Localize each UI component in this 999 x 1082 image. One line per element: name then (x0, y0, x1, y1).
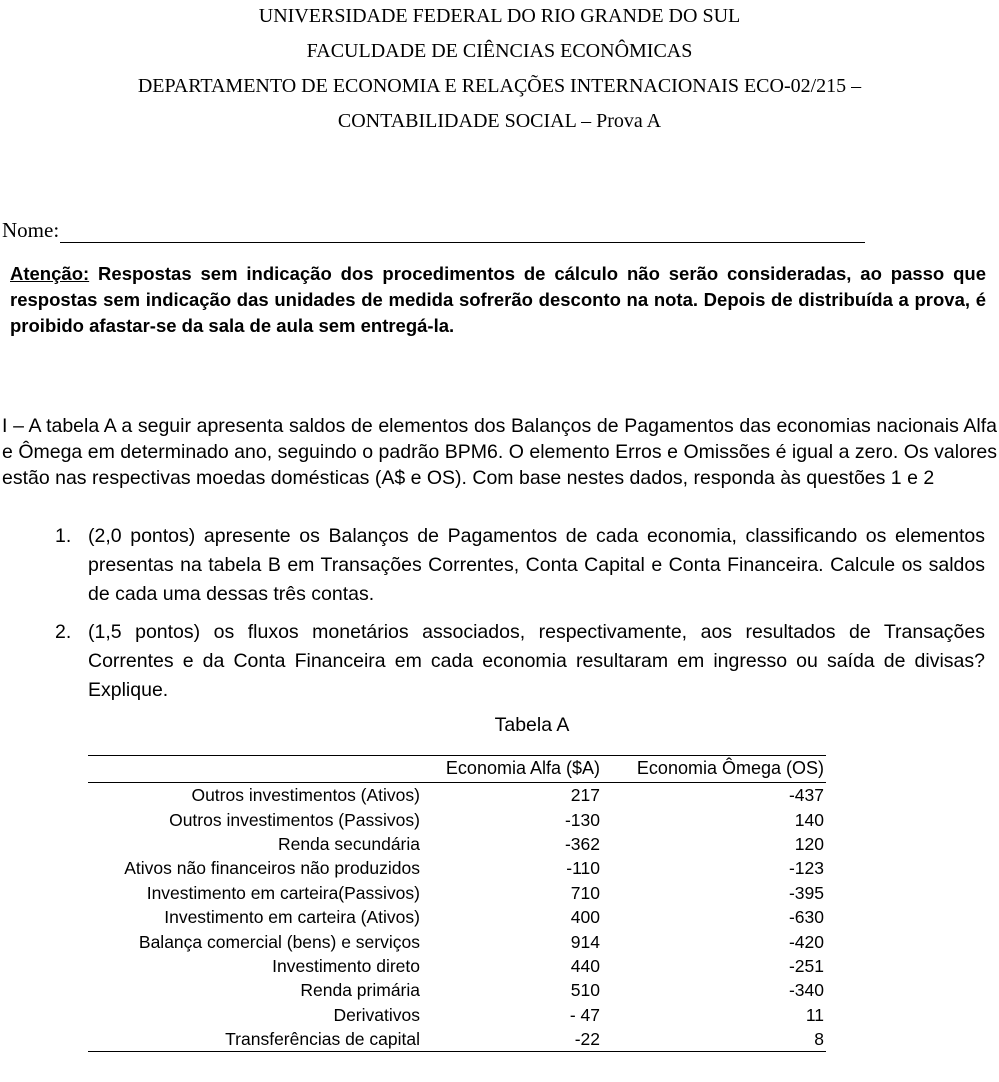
section-i-paragraph: I – A tabela A a seguir apresenta saldos de elementos dos Balanços de Pagamentos das economias nacionais Alfa e Ômega em determinado ano, seguindo o padrão BPM6. O elemento Erros e Omissões é igual a zero. Os valores estão nas respectivas moedas domésticas (A$ e OS). Com base nestes dados, responda às questões 1 e 2 (2, 415, 997, 489)
attention-paragraph (10, 261, 986, 339)
value-alfa: 217 (570, 785, 600, 806)
value-alfa: -22 (574, 1029, 600, 1050)
value-alfa: -362 (564, 833, 600, 854)
table-row (88, 783, 826, 808)
value-alfa: 400 (570, 907, 600, 928)
table-row (88, 1027, 826, 1052)
value-omega: -437 (788, 785, 824, 806)
value-alfa: - 47 (569, 1004, 600, 1025)
balance-of-payments-table (88, 755, 826, 1052)
value-alfa: 914 (570, 931, 600, 952)
row-label: Balança comercial (bens) e serviços (138, 931, 420, 952)
question-1-text: (2,0 pontos) apresente os Balanços de Pagamentos de cada economia, classificando os elementos presentas na tabela B em Transações Correntes, Conta Capital e Conta Financeira. Calcule os saldos de cada uma dessas três contas. (88, 525, 985, 605)
table-header-alfa: Economia Alfa ($A) (422, 756, 602, 783)
question-1-number: 1. (55, 525, 72, 547)
question-item-1 (55, 522, 985, 609)
university-name: UNIVERSIDADE FEDERAL DO RIO GRANDE DO SUL (258, 5, 741, 27)
value-alfa: 710 (570, 882, 600, 903)
value-omega: -420 (788, 931, 824, 952)
table-header-omega: Economia Ômega (OS) (602, 756, 826, 783)
value-omega: 11 (805, 1004, 824, 1025)
value-alfa: 440 (570, 955, 600, 976)
exam-title: CONTABILIDADE SOCIAL – Prova A (337, 110, 662, 132)
value-omega: -123 (788, 858, 824, 879)
value-omega: -395 (788, 882, 824, 903)
faculty-name: FACULDADE DE CIÊNCIAS ECONÔMICAS (306, 40, 693, 62)
row-label: Investimento direto (272, 955, 420, 976)
table-row (88, 807, 826, 831)
row-label: Ativos não financeiros não produzidos (124, 858, 420, 879)
table-row (88, 881, 826, 905)
table-row (88, 1003, 826, 1027)
table-row (88, 954, 826, 978)
table-row (88, 905, 826, 929)
question-item-2 (55, 618, 985, 705)
question-list (55, 522, 985, 705)
question-2-number: 2. (55, 621, 72, 643)
value-omega: -630 (788, 907, 824, 928)
row-label: Outros investimentos (Ativos) (191, 785, 420, 806)
document-header (0, 0, 999, 133)
name-field-row (2, 218, 999, 243)
value-omega: -251 (788, 955, 824, 976)
value-alfa: -110 (566, 858, 600, 879)
row-label: Renda primária (300, 980, 420, 1001)
department-name: DEPARTAMENTO DE ECONOMIA E RELAÇÕES INTERNACIONAIS ECO-02/215 – (137, 75, 862, 97)
table-body (88, 783, 826, 1052)
value-alfa: -130 (564, 809, 600, 830)
name-label: Nome: (2, 218, 60, 242)
table-row (88, 856, 826, 880)
value-omega: 120 (794, 833, 824, 854)
name-input-line[interactable] (60, 218, 865, 243)
row-label: Investimento em carteira (Ativos) (164, 907, 420, 928)
value-alfa: 510 (570, 980, 600, 1001)
table-title: Tabela A (494, 714, 570, 736)
value-omega: -340 (788, 980, 824, 1001)
value-omega: 8 (814, 1029, 824, 1050)
attention-label: Atenção: (10, 263, 90, 284)
row-label: Renda secundária (277, 833, 420, 854)
row-label: Investimento em carteira(Passivos) (146, 882, 420, 903)
row-label: Outros investimentos (Passivos) (169, 809, 420, 830)
table-row (88, 832, 826, 856)
table-header-row (88, 756, 826, 783)
table-row (88, 929, 826, 953)
table-row (88, 978, 826, 1002)
question-2-text: (1,5 pontos) os fluxos monetários associados, respectivamente, aos resultados de Transações Correntes e da Conta Financeira em cada economia resultaram em ingresso ou saída de divisas? Explique. (88, 621, 985, 701)
value-omega: 140 (794, 809, 824, 830)
table-header-empty (88, 756, 422, 783)
row-label: Transferências de capital (225, 1029, 420, 1050)
row-label: Derivativos (333, 1004, 420, 1025)
attention-text: Respostas sem indicação dos procedimentos de cálculo não serão consideradas, ao passo que respostas sem indicação das unidades de medida sofrerão desconto na nota. Depois de distribuída a prova, é proibido afastar-se da sala de aula sem entregá-la. (10, 263, 987, 336)
